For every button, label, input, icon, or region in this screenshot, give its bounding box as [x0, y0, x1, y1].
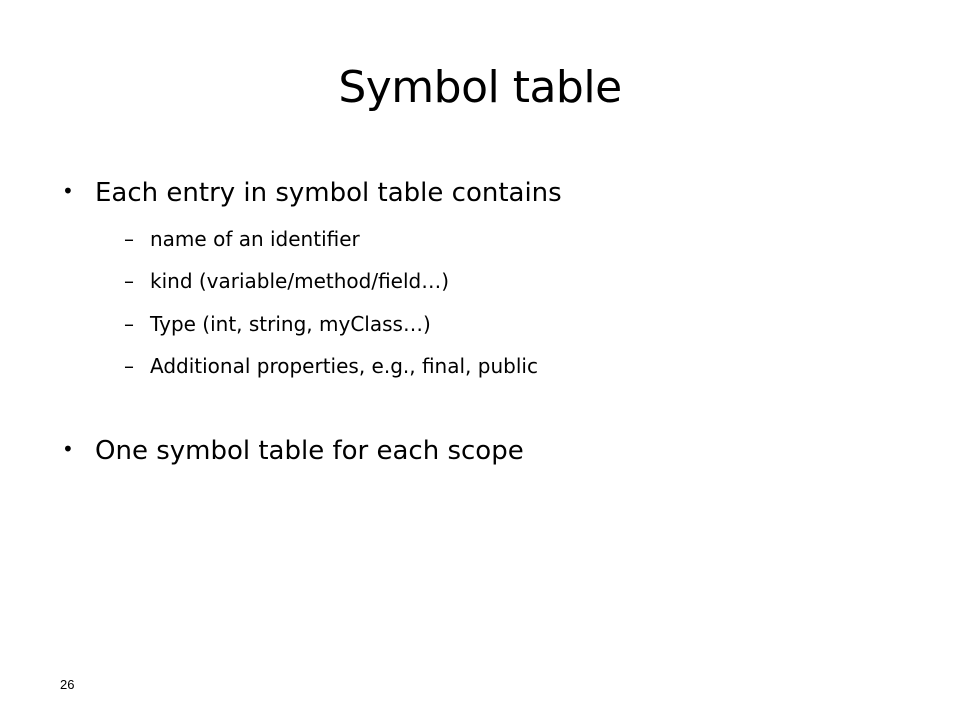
- sub-bullet-item: [124, 268, 449, 294]
- page-number: 26: [60, 677, 75, 692]
- sub-bullet-text: Type (int, string, myClass…): [150, 312, 431, 336]
- dash-marker: –: [124, 312, 134, 336]
- sub-bullet-text: kind (variable/method/field…): [150, 269, 450, 293]
- sub-bullet-item: [124, 353, 538, 379]
- bullet-text: One symbol table for each scope: [95, 436, 524, 466]
- dash-marker: –: [124, 227, 134, 251]
- bullet-item: [62, 434, 524, 468]
- sub-bullet-item: [124, 311, 431, 337]
- dash-marker: –: [124, 269, 134, 293]
- slide-title: Symbol table: [338, 62, 622, 113]
- sub-bullet-text: Additional properties, e.g., final, public: [150, 354, 538, 378]
- dash-marker: –: [124, 354, 134, 378]
- sub-bullet-text: name of an identifier: [150, 227, 360, 251]
- bullet-marker: •: [62, 179, 74, 203]
- sub-bullet-item: [124, 226, 360, 252]
- bullet-item: [62, 176, 562, 210]
- bullet-text: Each entry in symbol table contains: [95, 178, 562, 208]
- bullet-marker: •: [62, 437, 74, 461]
